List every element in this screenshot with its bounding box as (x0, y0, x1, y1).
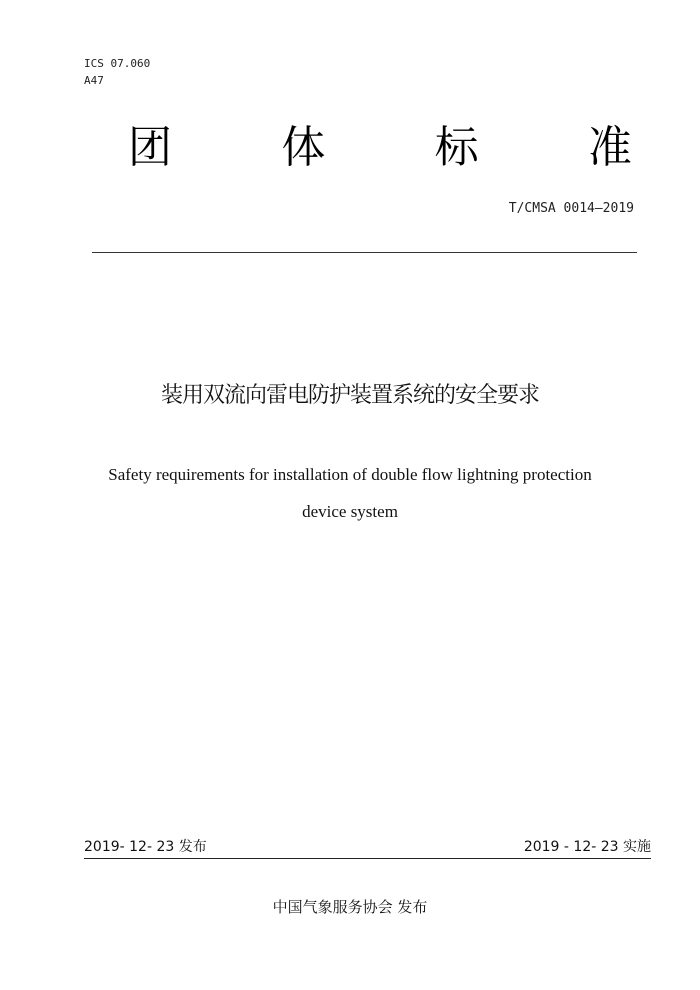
standard-number: T/CMSA 0014—2019 (508, 201, 634, 216)
title-char-1: 团 (128, 122, 172, 173)
document-type-title (100, 118, 660, 178)
title-char-2: 体 (281, 122, 326, 173)
english-title-line-1: Safety requirements for installation of double flow lightning protection (108, 465, 592, 484)
header-divider (92, 252, 637, 253)
chinese-title: 装用双流向雷电防护装置系统的安全要求 (160, 383, 539, 408)
class-code: A47 (84, 74, 104, 87)
publisher-action: 发布 (397, 898, 428, 916)
publish-date: 2019- 12- 23 发布 (84, 839, 207, 855)
english-title (50, 456, 650, 530)
classification-codes (84, 55, 150, 89)
english-title-line-2: device system (302, 502, 398, 521)
publisher-line (0, 896, 700, 917)
title-char-4: 准 (587, 122, 632, 173)
ics-code: ICS 07.060 (84, 57, 151, 70)
publisher-organization: 中国气象服务协会 (272, 898, 393, 916)
effective-date: 2019 - 12- 23 实施 (523, 839, 651, 855)
title-char-3: 标 (434, 122, 479, 173)
date-row (84, 836, 651, 859)
